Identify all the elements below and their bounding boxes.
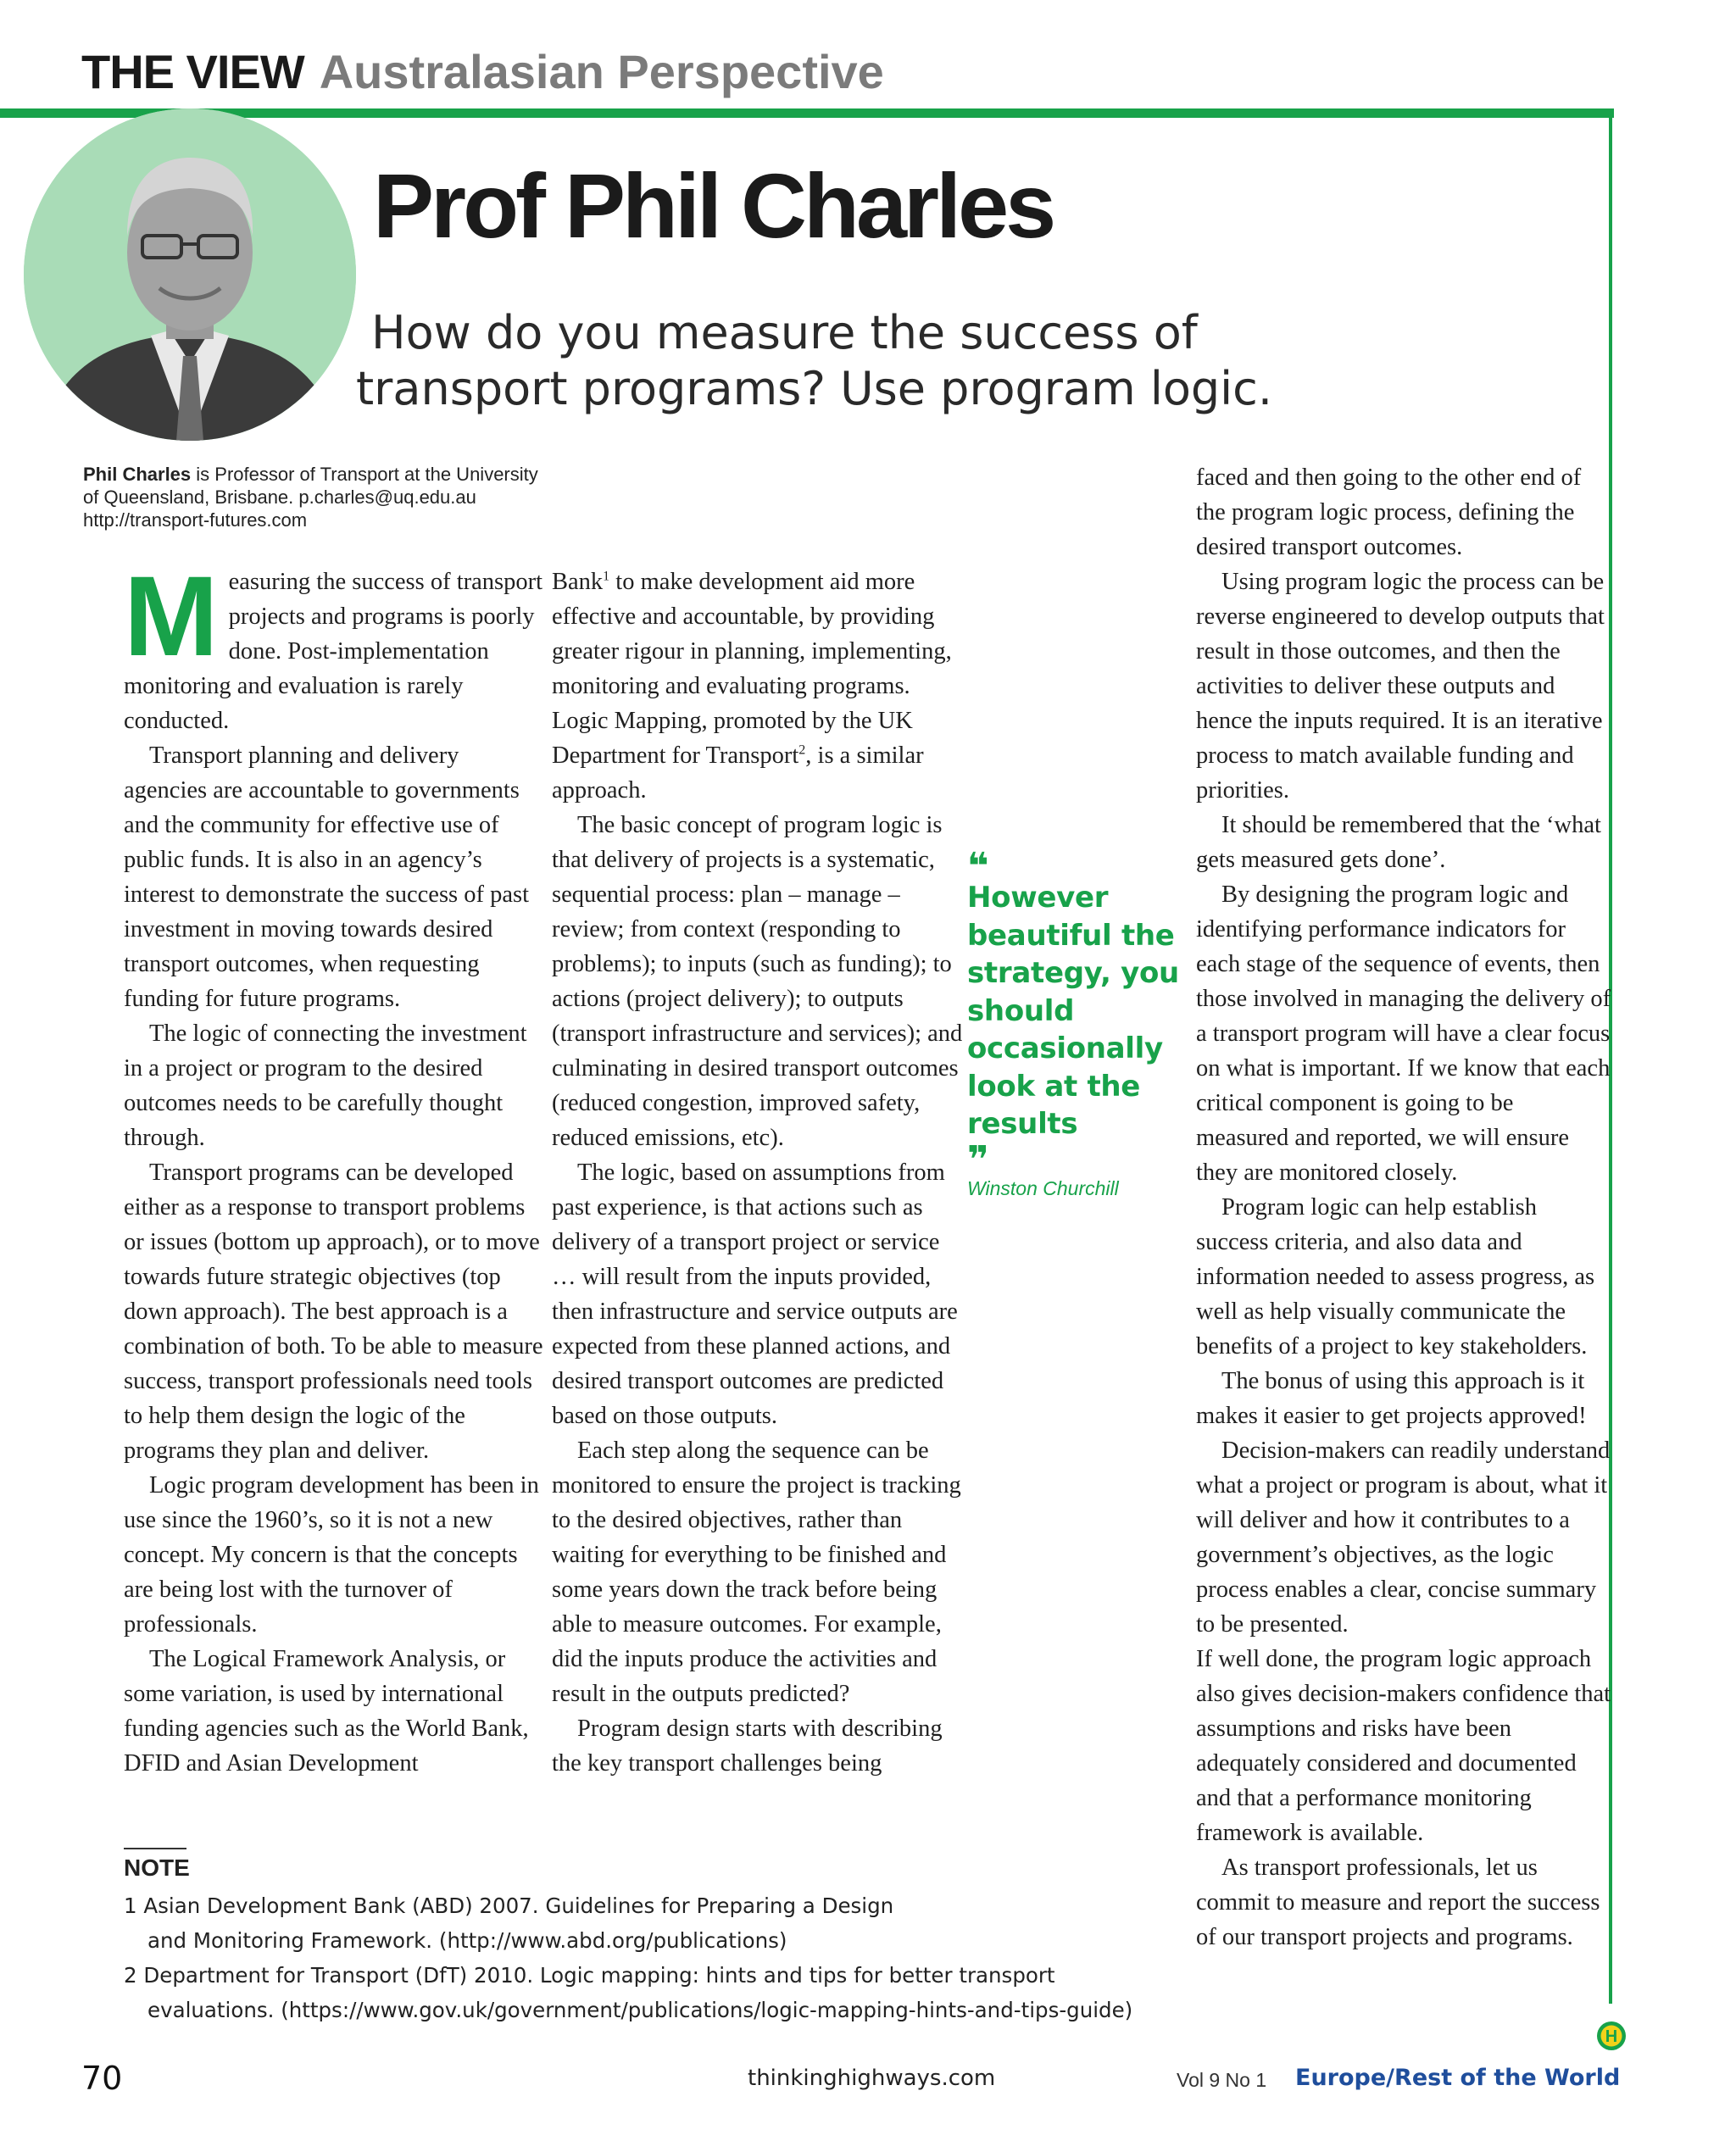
footnotes — [124, 1888, 1183, 2027]
bio-website: http://transport-futures.com — [83, 509, 308, 531]
paragraph: The Logical Framework Analysis, or some variation, is used by international funding agencies such as the World Bank, DFID and Asian Development — [124, 1646, 529, 1777]
logo-letter: H — [1605, 2027, 1618, 2046]
article-column-1 — [124, 553, 548, 1781]
paragraph: If well done, the program logic approach also gives decision-makers confidence that assumptions and risks have been adequately considered and documented and that a performance monitoring framework is available. — [1196, 1646, 1611, 1846]
paragraph: Transport programs can be developed either as a response to transport problems or issues (bottom up approach), or to move towards future strategic objectives (top down approach). The best approach is a combination of both. To be able to measure success, transport professionals need tools to help them design the logic of the programs they plan and deliver. — [124, 1159, 543, 1464]
section-subtitle: Australasian Perspective — [319, 45, 884, 98]
page-number: 70 — [81, 2060, 123, 2097]
paragraph: Program design starts with describing the key transport challenges being — [552, 1715, 943, 1777]
paragraph: As transport professionals, let us commit to measure and report the success of our transport projects and programs. — [1196, 1855, 1600, 1950]
footnote-1-link[interactable]: and Monitoring Framework. (http://www.abd.org/publications) — [147, 1928, 787, 1953]
footnote-ref-1: 1 — [603, 569, 610, 584]
paragraph: Decision-makers can readily understand what a project or program is about, what it will deliver and how it contributes to a government’s objectives, as the logic process enables a clear, concise summary to be presented. — [1196, 1437, 1611, 1638]
paragraph-text: Bank — [552, 569, 604, 595]
footnote-ref-2: 2 — [798, 742, 806, 758]
notes-rule — [124, 1848, 186, 1849]
paragraph: faced and then going to the other end of the program logic process, defining the desired transport outcomes. — [1196, 464, 1582, 560]
issue-label: Vol 9 No 1 — [1177, 2069, 1267, 2091]
section-title: THE VIEW — [81, 45, 304, 98]
article-deck — [356, 305, 1373, 417]
edition-region: Europe/Rest of the World — [1295, 2065, 1621, 2091]
paragraph-text: , is a similar approach. — [552, 742, 924, 804]
paragraph: Each step along the sequence can be monitored to ensure the project is tracking to the desired objectives, rather than waiting for everything to be finished and some years down the track before being able to measure outcomes. For example, did the inputs produce the activities and result in the outputs predicted? — [552, 1437, 961, 1707]
pull-quote — [967, 845, 1179, 1200]
pull-quote-attribution: Winston Churchill — [967, 1176, 1119, 1199]
article-column-2 — [552, 564, 967, 1781]
notes-heading: NOTE — [124, 1855, 190, 1881]
footnote-1: 1 Asian Development Bank (ABD) 2007. Guidelines for Preparing a Design — [124, 1893, 894, 1918]
paragraph: The bonus of using this approach is it makes it easier to get projects approved! — [1196, 1368, 1587, 1429]
deck-line-2: transport programs? Use program logic. — [356, 362, 1273, 415]
section-header — [81, 44, 884, 99]
thinking-highways-logo-icon — [1596, 2021, 1627, 2051]
open-quote-icon: ❝ — [967, 845, 989, 888]
paragraph: By designing the program logic and identifying performance indicators for each stage of the sequence of events, then those involved in managing the delivery of a transport program will have a clear focus on what is important. If we know that each critical component is going to be measured and reported, we will ensure they are monitored closely. — [1196, 881, 1611, 1186]
article-title: Prof Phil Charles — [373, 154, 1054, 257]
paragraph: Logic program development has been in use since the 1960’s, so it is not a new concept. My concern is that the concepts are being lost with the turnover of professionals. — [124, 1472, 539, 1638]
author-bio — [83, 463, 676, 531]
article-column-3 — [1196, 460, 1611, 1955]
paragraph: Transport planning and delivery agencies are accountable to governments and the community for effective use of public funds. It is also in an agency’s interest to demonstrate the success of past investment in moving towards desired transport outcomes, when requesting funding for future programs. — [124, 742, 530, 1012]
paragraph-text: to make development aid more effective and accountable, by providing greater rigour in planning, implementing, monitoring and evaluating programs. Logic Mapping, promoted by the UK Department for Transport — [552, 569, 952, 769]
deck-line-1: How do you measure the success of — [371, 306, 1198, 359]
footnote-2: 2 Department for Transport (DfT) 2010. Logic mapping: hints and tips for better transport — [124, 1963, 1055, 1988]
paragraph: Program logic can help establish success criteria, and also data and information needed to assess progress, as well as help visually communicate the benefits of a project to key stakeholders. — [1196, 1194, 1595, 1360]
pull-quote-text: However beautiful the strategy, you should occasionally look at the results — [967, 881, 1179, 1141]
paragraph: easuring the success of transport projects and programs is poorly done. Post-implementation monitoring and evaluation is rarely conducted. — [124, 569, 543, 734]
paragraph: Using program logic the process can be reverse engineered to develop outputs that result in those outcomes, and then the activities to deliver these outputs and hence the inputs required. It is an iterative process to match available funding and priorities. — [1196, 569, 1605, 804]
author-portrait — [24, 108, 356, 441]
paragraph: The basic concept of program logic is that delivery of projects is a systematic, sequential process: plan – manage – review; from context (responding to problems); to inputs (such as funding); to actions (project delivery); to outputs (transport infrastructure and services); and culminating in desired transport outcomes (reduced congestion, improved safety, reduced emissions, etc). — [552, 812, 963, 1151]
drop-cap: M — [124, 553, 219, 680]
paragraph: The logic, based on assumptions from past experience, is that actions such as delivery of a transport project or service … will result from the inputs provided, then infrastructure and service outputs are expected from these planned actions, and desired transport outcomes are predicted based on those outputs. — [552, 1159, 958, 1429]
footer-website[interactable]: thinkinghighways.com — [748, 2066, 996, 2091]
paragraph: The logic of connecting the investment in a project or program to the desired outcomes needs to be carefully thought through. — [124, 1020, 527, 1151]
bio-name: Phil Charles — [83, 464, 192, 485]
paragraph: It should be remembered that the ‘what gets measured gets done’. — [1196, 812, 1601, 873]
bio-line-2: of Queensland, Brisbane. p.charles@uq.edu.au — [83, 487, 476, 508]
portrait-illustration — [24, 108, 356, 441]
bio-line-1: is Professor of Transport at the University — [191, 464, 538, 485]
footnote-2-link[interactable]: evaluations. (https://www.gov.uk/government/publications/logic-mapping-hints-and-tips-guide) — [147, 1998, 1133, 2022]
close-quote-icon: ❞ — [967, 1137, 989, 1182]
